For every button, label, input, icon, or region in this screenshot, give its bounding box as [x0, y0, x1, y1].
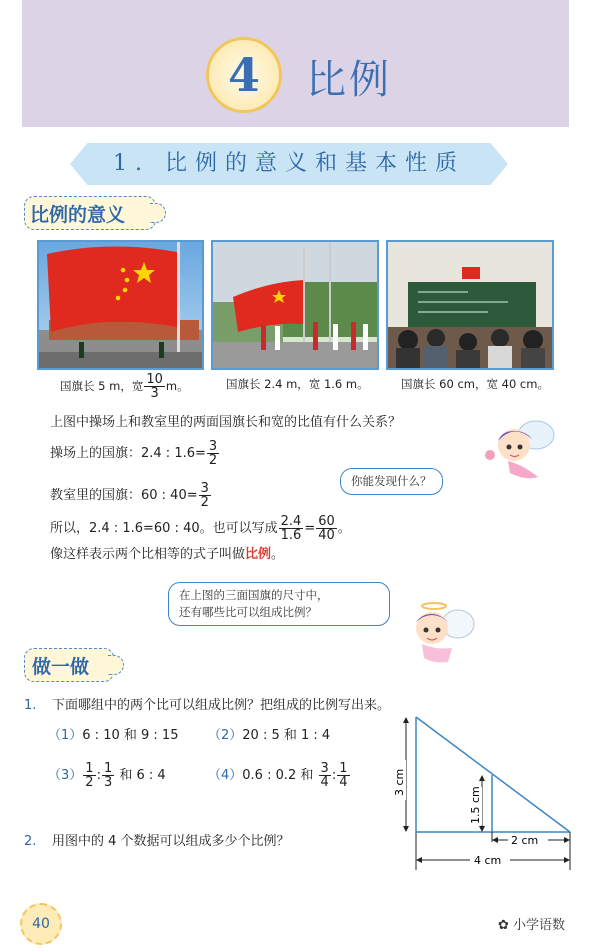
- chapter-number: 4: [227, 48, 260, 102]
- fraction-denominator: 3: [103, 775, 113, 790]
- exercise-tag-tail: [108, 655, 124, 675]
- item-text: 0.6 : 0.2 和: [242, 768, 318, 783]
- angel-illustration: [396, 598, 476, 668]
- conclusion-text: 所以，2.4 : 1.6=60 : 40。也可以写成: [50, 521, 278, 536]
- item-text: 和 6 : 4: [115, 768, 166, 783]
- photo-classroom-flag: [386, 240, 554, 370]
- exercise-1-item-1: [48, 724, 178, 743]
- caption-1-fraction: [144, 373, 165, 400]
- fairy-illustration: [478, 415, 558, 495]
- label-4cm: 4 cm: [474, 854, 502, 867]
- fraction-denominator: 2: [208, 453, 218, 468]
- fraction-denominator: 3: [150, 386, 159, 401]
- flag-square-illustration: [39, 242, 204, 370]
- watermark-text: 小学语数: [513, 918, 566, 933]
- label-3cm: 3 cm: [393, 768, 406, 796]
- fraction-denominator: 4: [320, 775, 329, 790]
- item-text: 20 : 5 和 1 : 4: [242, 728, 331, 743]
- watermark: [498, 914, 565, 933]
- label-2cm: 2 cm: [511, 834, 539, 847]
- proportion-fraction-right: [316, 515, 337, 542]
- period: 。: [271, 547, 285, 562]
- fraction-numerator: 3: [320, 761, 329, 776]
- bubble-2-line-1: 在上图的三面国旗的尺寸中，: [179, 588, 329, 602]
- fraction-numerator: 3: [208, 439, 218, 454]
- question-text: 上图中操场上和教室里的两面国旗长和宽的比值有什么关系？: [50, 415, 402, 430]
- definition-text: 像这样表示两个比相等的式子叫做: [50, 547, 246, 562]
- caption-1-text: 国旗长 5 m，宽: [60, 379, 144, 393]
- fraction-numerator: 1: [339, 761, 348, 776]
- exercise-1-text: 下面哪组中的两个比可以组成比例？把组成的比例写出来。: [52, 698, 391, 713]
- item-label: （3）: [48, 768, 83, 783]
- exercise-1-item-4: [208, 762, 351, 789]
- section-header: [70, 143, 508, 185]
- ratio-fraction: [199, 482, 211, 509]
- definition-line: [50, 545, 284, 565]
- bubble-2-line-2: 还有哪些比可以组成比例？: [179, 605, 317, 619]
- item-text: 6 : 10 和 9 : 15: [82, 728, 179, 743]
- caption-1-unit: m。: [165, 379, 189, 393]
- period: 。: [337, 521, 351, 536]
- key-term: 比例: [245, 547, 272, 562]
- item-fraction-2: [102, 762, 114, 789]
- fraction-numerator: 2.4: [280, 514, 302, 529]
- section-title: 1. 比例的意义和基本性质: [113, 151, 465, 176]
- item-fraction-1: [319, 762, 331, 789]
- playground-flag-ratio: [50, 440, 220, 467]
- equals-sign: =: [304, 521, 316, 536]
- item-fraction-1: [83, 762, 95, 789]
- fraction-numerator: 3: [200, 481, 209, 496]
- fraction-denominator: 2: [200, 495, 209, 510]
- ratio-label: 操场上的国旗：2.4 : 1.6=: [50, 446, 206, 461]
- exercise-1-item-2: [208, 724, 330, 743]
- item-label: （4）: [208, 768, 243, 783]
- ratio-label: 教室里的国旗：60 : 40=: [50, 488, 198, 503]
- exercise-2-text: 用图中的 4 个数据可以组成多少个比例？: [52, 834, 290, 849]
- colon: :: [331, 768, 337, 783]
- conclusion-line: [50, 515, 351, 542]
- item-fraction-2: [337, 762, 349, 789]
- photo-playground-flag: [211, 240, 379, 370]
- flag-playground-illustration: [213, 242, 379, 370]
- item-label: （2）: [208, 728, 243, 743]
- photo-square-flag: [37, 240, 204, 370]
- photo-caption-1: [60, 373, 189, 400]
- chapter-number-badge: [206, 37, 282, 113]
- ratio-fraction: [207, 440, 219, 467]
- photo-caption-3: 国旗长 60 cm，宽 40 cm。: [401, 377, 549, 391]
- exercise-tag-label: 做一做: [32, 656, 90, 678]
- chapter-banner: [22, 0, 569, 127]
- item-label: （1）: [48, 728, 83, 743]
- fraction-numerator: 1: [103, 761, 113, 776]
- exercise-1-item-3: [48, 762, 166, 789]
- label-1-5cm: 1.5 cm: [469, 786, 482, 824]
- topic-tag-label: 比例的意义: [30, 204, 126, 226]
- triangle-diagram: [380, 712, 580, 872]
- photo-caption-2: 国旗长 2.4 m，宽 1.6 m。: [226, 377, 369, 391]
- page-number: 40: [20, 903, 62, 945]
- fraction-denominator: 4: [339, 775, 348, 790]
- fraction-denominator: 1.6: [280, 528, 302, 543]
- exercise-1-number: 1.: [24, 698, 37, 713]
- chapter-title: 比例: [306, 57, 392, 103]
- topic-tag-tail: [150, 203, 166, 223]
- fraction-denominator: 2: [85, 775, 94, 790]
- wechat-icon: ✿: [498, 918, 514, 933]
- proportion-fraction-left: [279, 515, 304, 542]
- speech-bubble-2: [168, 582, 390, 626]
- fraction-numerator: 1: [85, 761, 94, 776]
- exercise-2-number: 2.: [24, 834, 37, 849]
- classroom-flag-ratio: [50, 482, 212, 509]
- fraction-numerator: 60: [318, 514, 335, 529]
- speech-bubble-1: 你能发现什么？: [340, 468, 443, 495]
- fraction-denominator: 40: [318, 528, 335, 543]
- flag-classroom-illustration: [388, 242, 554, 370]
- fraction-numerator: 10: [146, 372, 163, 387]
- colon: :: [96, 768, 101, 783]
